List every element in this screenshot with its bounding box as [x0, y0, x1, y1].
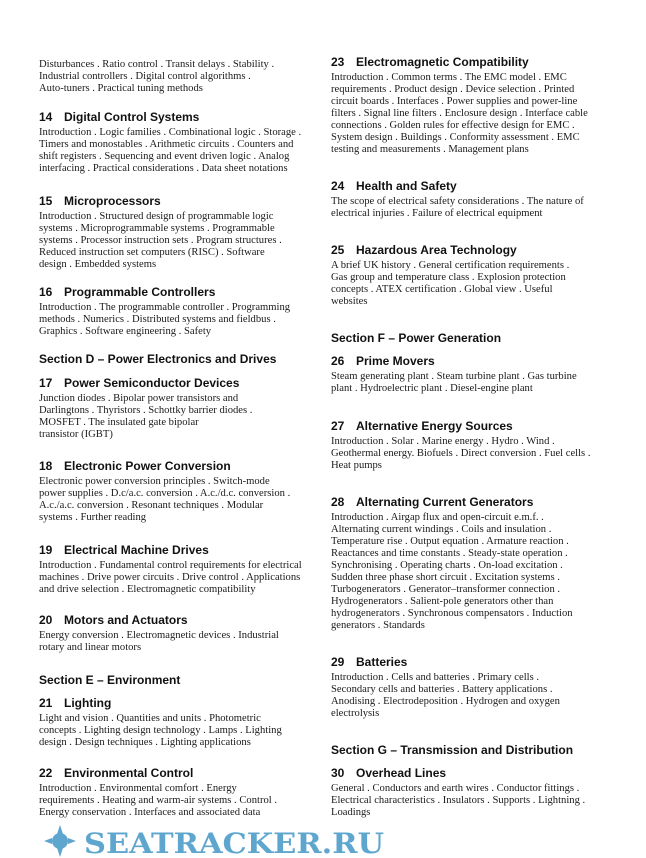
topics-line: Sudden three phase short circuit . Excitation systems .	[331, 572, 560, 583]
topics-line: Disturbances . Ratio control . Transit delays . Stability .	[39, 59, 275, 70]
section-block	[331, 330, 615, 346]
topics-line: design . Embedded systems	[39, 259, 157, 270]
topics-line: Introduction . Common terms . The EMC model . EMC	[331, 72, 567, 83]
chapter-heading	[39, 542, 209, 558]
chapter-block	[331, 54, 615, 156]
chapter-number: 24	[331, 179, 345, 193]
topics-line: Turbogenerators . Generator–transformer connection .	[331, 584, 561, 595]
chapter-title: Health and Safety	[356, 179, 457, 193]
topics-line: Secondary cells and batteries . Battery applications .	[331, 684, 553, 695]
chapter-block	[39, 542, 323, 596]
topics-line: methods . Numerics . Distributed systems and fieldbus .	[39, 314, 276, 325]
topics-line: Introduction . Environmental comfort . Energy	[39, 783, 237, 794]
section-heading	[331, 742, 573, 758]
chapter-title: Overhead Lines	[356, 766, 447, 780]
chapter-number: 20	[39, 613, 53, 627]
chapter-block	[331, 418, 615, 472]
section-title: Section F – Power Generation	[331, 331, 502, 345]
topics-line: filters . Signal line filters . Enclosure design . Interface cable	[331, 108, 588, 119]
watermark-text: SEATRACKER.RU	[84, 827, 384, 858]
chapter-title: Electronic Power Conversion	[64, 459, 231, 473]
topics-line: Introduction . Logic families . Combinational logic . Storage .	[39, 127, 302, 138]
topics-line: power supplies . D.c/a.c. conversion . A.c./d.c. conversion .	[39, 488, 291, 499]
topics-line: systems . Microprogrammable systems . Programmable	[39, 223, 275, 234]
chapter-number: 15	[39, 194, 53, 208]
topics-line: concepts . Lighting design technology . Lamps . Lighting	[39, 725, 282, 736]
topics-text	[39, 560, 323, 596]
chapter-block	[39, 612, 323, 654]
topics-text	[331, 672, 615, 720]
topics-line: Hydrogenerators . Salient-pole generators other than	[331, 596, 554, 607]
chapter-number: 27	[331, 419, 345, 433]
topics-line: Loadings	[331, 807, 371, 818]
topics-text	[331, 72, 615, 156]
chapter-block	[39, 458, 323, 524]
topics-line: and drive selection . Electromagnetic compatibility	[39, 584, 256, 595]
topics-line: Junction diodes . Bipolar power transistors and	[39, 393, 239, 404]
chapter-block	[39, 375, 323, 441]
chapter-title: Hazardous Area Technology	[356, 243, 517, 257]
topics-line: shift registers . Sequencing and event driven logic . Analog	[39, 151, 290, 162]
topics-line: Electronic power conversion principles . Switch-mode	[39, 476, 270, 487]
sunburst-icon	[44, 825, 76, 857]
chapter-number: 21	[39, 696, 53, 710]
topics-line: Steam generating plant . Steam turbine plant . Gas turbine	[331, 371, 577, 382]
chapter-heading	[331, 765, 446, 781]
topics-line: Introduction . Fundamental control requirements for electrical	[39, 560, 302, 571]
chapter-title: Motors and Actuators	[64, 613, 188, 627]
topics-line: design . Design techniques . Lighting applications	[39, 737, 251, 748]
chapter-title: Batteries	[356, 655, 408, 669]
topics-line: Darlingtons . Thyristors . Schottky barrier diodes .	[39, 405, 253, 416]
topics-text	[331, 371, 615, 395]
chapter-block	[39, 284, 323, 338]
topics-line: Temperature rise . Output equation . Armature reaction .	[331, 536, 569, 547]
topics-line: testing and measurements . Management plans	[331, 144, 529, 155]
topics-line: generators . Standards	[331, 620, 425, 631]
topics-line: Reactances and time constants . Steady-state operation .	[331, 548, 568, 559]
topics-line: Auto-tuners . Practical tuning methods	[39, 83, 203, 94]
topics-line: System design . Buildings . Conformity assessment . EMC	[331, 132, 580, 143]
chapter-heading	[39, 375, 239, 391]
chapter-heading	[39, 458, 231, 474]
topics-line: Introduction . Solar . Marine energy . Hydro . Wind .	[331, 436, 555, 447]
topics-line: websites	[331, 296, 368, 307]
chapter-title: Lighting	[64, 696, 112, 710]
topics-line: electrolysis	[331, 708, 380, 719]
section-title: Section D – Power Electronics and Drives	[39, 352, 277, 366]
chapter-number: 23	[331, 55, 345, 69]
chapter-title: Programmable Controllers	[64, 285, 216, 299]
topics-line: Anodising . Electrodeposition . Hydrogen and oxygen	[331, 696, 560, 707]
chapter-block	[331, 178, 615, 220]
chapter-heading	[39, 284, 215, 300]
topics-text	[331, 783, 615, 819]
topics-text	[39, 476, 323, 524]
topics-line: systems . Further reading	[39, 512, 147, 523]
topics-text	[39, 630, 323, 654]
chapter-block	[331, 765, 615, 819]
topics-line: MOSFET . The insulated gate bipolar	[39, 417, 199, 428]
topics-text	[39, 393, 323, 441]
topics-line: requirements . Product design . Device selection . Printed	[331, 84, 575, 95]
topics-text	[39, 783, 323, 819]
topics-text	[331, 512, 615, 632]
chapter-title: Digital Control Systems	[64, 110, 200, 124]
chapter-block	[331, 654, 615, 720]
topics-line: interfacing . Practical considerations . Data sheet notations	[39, 163, 288, 174]
topics-line: Industrial controllers . Digital control algorithms .	[39, 71, 251, 82]
chapter-number: 25	[331, 243, 345, 257]
topics-line: transistor (IGBT)	[39, 429, 113, 440]
chapter-heading	[331, 418, 513, 434]
topics-line: plant . Hydroelectric plant . Diesel-engine plant	[331, 383, 533, 394]
topics-line: Introduction . Airgap flux and open-circuit e.m.f. .	[331, 512, 544, 523]
chapter-block	[39, 765, 323, 819]
chapter-title: Microprocessors	[64, 194, 161, 208]
chapter-title: Prime Movers	[356, 354, 435, 368]
section-block	[39, 672, 323, 688]
chapter-heading	[331, 353, 435, 369]
topics-line: requirements . Heating and warm-air systems . Control .	[39, 795, 278, 806]
chapter-title: Power Semiconductor Devices	[64, 376, 240, 390]
topics-text	[331, 196, 615, 220]
topics-line: General . Conductors and earth wires . Conductor fittings .	[331, 783, 580, 794]
chapter-heading	[39, 109, 199, 125]
topics-line: A brief UK history . General certification requirements .	[331, 260, 570, 271]
chapter-heading	[39, 765, 193, 781]
chapter-number: 16	[39, 285, 53, 299]
topics-line: Gas group and temperature class . Explosion protection	[331, 272, 566, 283]
chapter-number: 30	[331, 766, 345, 780]
topics-line: Alternating current windings . Coils and insulation .	[331, 524, 552, 535]
topics-line: Introduction . Cells and batteries . Primary cells .	[331, 672, 540, 683]
chapter-title: Environmental Control	[64, 766, 194, 780]
chapter-number: 22	[39, 766, 53, 780]
topics-line: Timers and monostables . Arithmetic circuits . Counters and	[39, 139, 294, 150]
chapter-number: 19	[39, 543, 53, 557]
watermark-logo	[0, 824, 646, 858]
chapter-title: Alternating Current Generators	[356, 495, 534, 509]
topics-line: Heat pumps	[331, 460, 382, 471]
topics-line: concepts . ATEX certification . Global view . Useful	[331, 284, 553, 295]
chapter-block	[331, 353, 615, 395]
section-title: Section E – Environment	[39, 673, 181, 687]
chapter-block	[39, 695, 323, 749]
chapter-heading	[39, 612, 188, 628]
chapter-block	[39, 193, 323, 271]
topics-line: Electrical characteristics . Insulators . Supports . Lightning .	[331, 795, 586, 806]
section-title: Section G – Transmission and Distribution	[331, 743, 574, 757]
chapter-heading	[39, 695, 111, 711]
topics-line: electrical injuries . Failure of electrical equipment	[331, 208, 543, 219]
topics-line: systems . Processor instruction sets . Program structures .	[39, 235, 282, 246]
topics-line: Synchronising . Operating charts . On-load excitation .	[331, 560, 563, 571]
topics-text	[331, 436, 615, 472]
topics-text	[39, 713, 323, 749]
chapter-number: 29	[331, 655, 345, 669]
topics-text	[39, 211, 323, 271]
section-block	[331, 742, 615, 758]
chapter-heading	[331, 494, 533, 510]
topics-line: hydrogenerators . Synchronous compensators . Induction	[331, 608, 573, 619]
chapter-heading	[331, 654, 407, 670]
chapter-heading	[331, 54, 529, 70]
chapter-heading	[39, 193, 161, 209]
chapter-title: Electromagnetic Compatibility	[356, 55, 529, 69]
topics-text	[39, 127, 323, 175]
topics-line: Energy conservation . Interfaces and associated data	[39, 807, 261, 818]
section-heading	[39, 351, 276, 367]
chapter-title: Electrical Machine Drives	[64, 543, 209, 557]
chapter-number: 18	[39, 459, 53, 473]
chapter-number: 14	[39, 110, 53, 124]
chapter-heading	[331, 242, 517, 258]
section-heading	[331, 330, 501, 346]
topics-line: A.c./a.c. conversion . Resonant techniques . Modular	[39, 500, 264, 511]
topics-line: Light and vision . Quantities and units . Photometric	[39, 713, 261, 724]
topics-line: Geothermal energy. Biofuels . Direct conversion . Fuel cells .	[331, 448, 591, 459]
topics-text	[331, 260, 615, 308]
chapter-title: Alternative Energy Sources	[356, 419, 513, 433]
topics-text	[39, 59, 323, 95]
chapter-number: 28	[331, 495, 345, 509]
section-heading	[39, 672, 180, 688]
continued-text-block	[39, 57, 323, 95]
topics-line: Introduction . The programmable controller . Programming	[39, 302, 291, 313]
section-block	[39, 351, 323, 367]
topics-line: circuit boards . Interfaces . Power supplies and power-line	[331, 96, 578, 107]
topics-line: Graphics . Software engineering . Safety	[39, 326, 212, 337]
topics-line: machines . Drive power circuits . Drive control . Applications	[39, 572, 301, 583]
chapter-number: 26	[331, 354, 345, 368]
topics-line: connections . Golden rules for effective design for EMC .	[331, 120, 575, 131]
chapter-number: 17	[39, 376, 53, 390]
topics-line: Energy conversion . Electromagnetic devices . Industrial	[39, 630, 279, 641]
chapter-heading	[331, 178, 457, 194]
topics-line: Introduction . Structured design of programmable logic	[39, 211, 274, 222]
topics-line: rotary and linear motors	[39, 642, 142, 653]
topics-line: The scope of electrical safety considerations . The nature of	[331, 196, 584, 207]
chapter-block	[39, 109, 323, 175]
chapter-block	[331, 242, 615, 308]
topics-line: Reduced instruction set computers (RISC) . Software	[39, 247, 265, 258]
chapter-block	[331, 494, 615, 632]
topics-text	[39, 302, 323, 338]
